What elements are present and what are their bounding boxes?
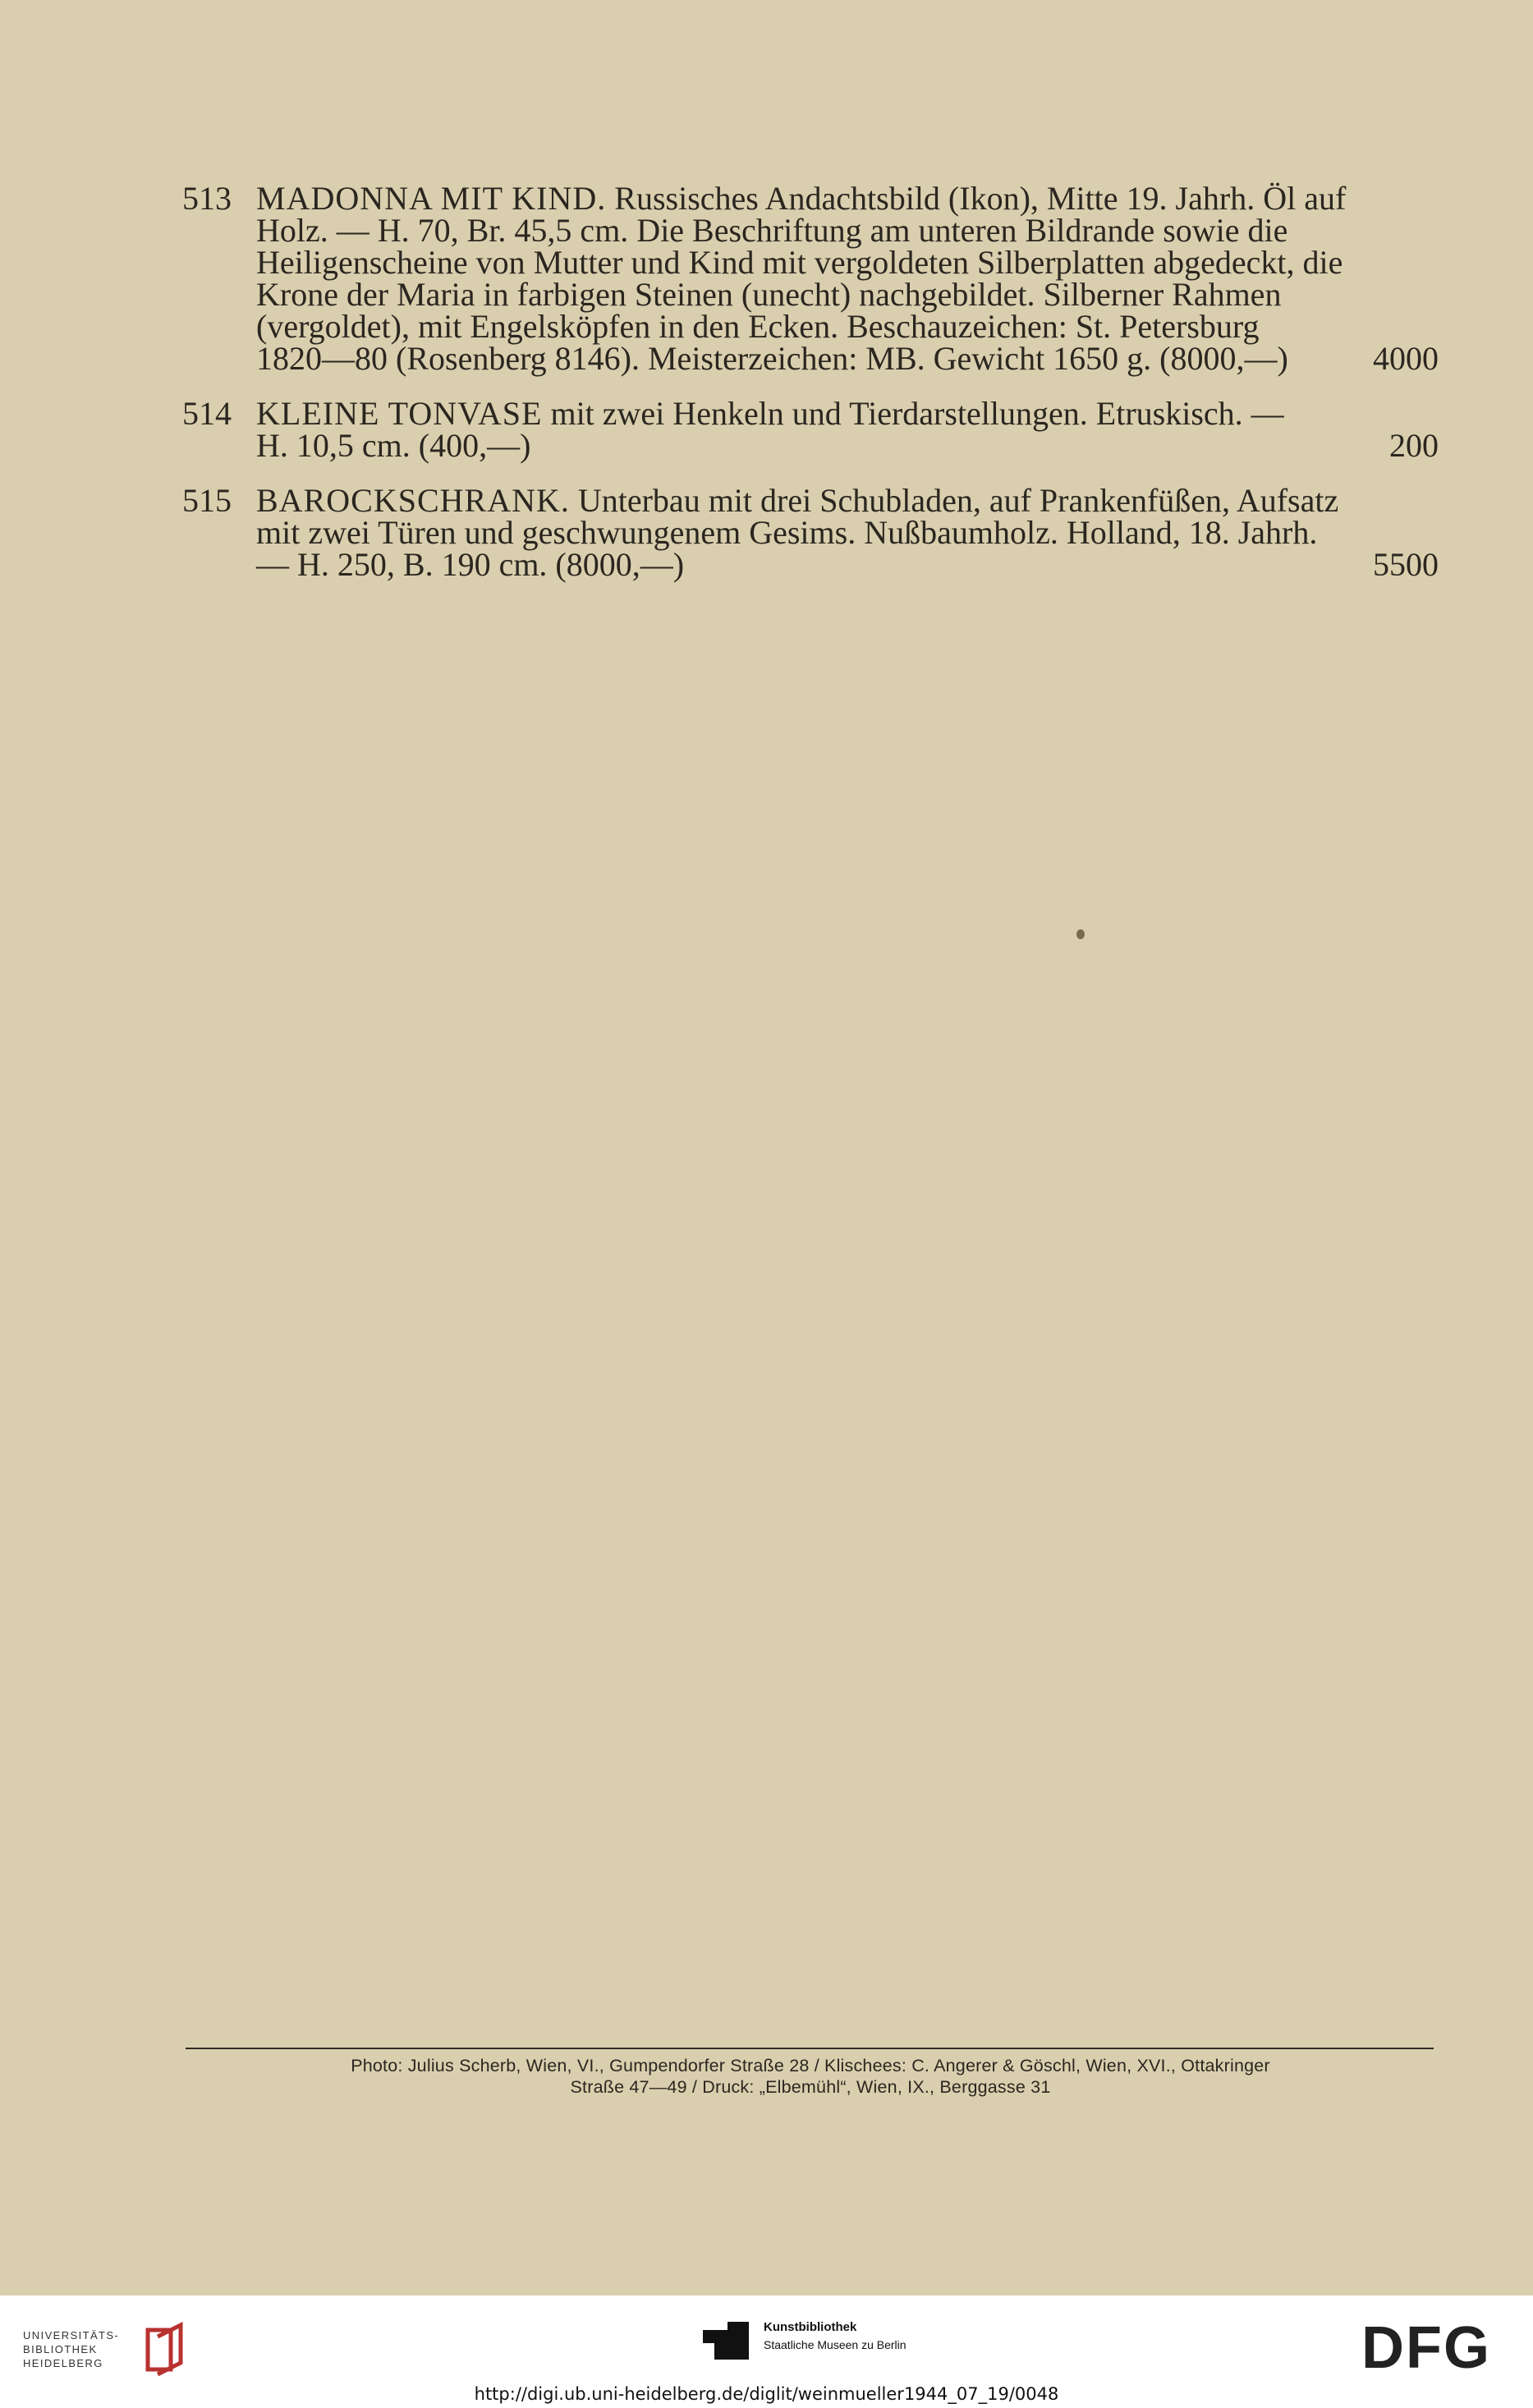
digitization-footer: [0, 2296, 1533, 2408]
kunstbibliothek-name: Kunstbibliothek: [764, 2320, 857, 2334]
lot-text-line: 1820—80 (Rosenberg 8146). Meisterzeichen: MB. Gewicht 1650 g. (8000,—): [256, 340, 1288, 377]
library-name: UNIVERSITÄTS- BIBLIOTHEK HEIDELBERG: [23, 2329, 120, 2369]
lot-title: KLEINE TONVASE: [256, 395, 543, 432]
lot-text-line: H. 10,5 cm. (400,—): [256, 427, 531, 464]
lot-number: 513: [182, 180, 232, 217]
lot-number: 515: [182, 482, 232, 519]
kunstbibliothek-subtitle: Staatliche Museen zu Berlin: [764, 2338, 906, 2351]
source-url-link[interactable]: http://digi.ub.uni-heidelberg.de/diglit/weinmueller1944_07_19/0048: [474, 2384, 1059, 2404]
lot-text-line: Russisches Andachtsbild (Ikon), Mitte 19. Jahrh. Öl auf: [614, 180, 1347, 217]
lot-number: 514: [182, 395, 232, 432]
lot-price: 5500: [1373, 546, 1439, 583]
imprint-line: Straße 47—49 / Druck: „Elbemühl“, Wien, IX., Berggasse 31: [570, 2077, 1051, 2097]
footer-rule: [186, 2048, 1434, 2049]
lot-text-line: mit zwei Türen und geschwungenem Gesims. Nußbaumholz. Holland, 18. Jahrh.: [256, 514, 1318, 551]
imprint: [181, 2055, 1440, 2098]
lot-text-line: Krone der Maria in farbigen Steinen (unecht) nachgebildet. Silberner Rahmen: [256, 276, 1282, 313]
lot-text-line: Unterbau mit drei Schubladen, auf Prankenfüßen, Aufsatz: [577, 482, 1339, 519]
lot-text-line: — H. 250, B. 190 cm. (8000,—): [256, 546, 685, 583]
lot-514: [182, 395, 1439, 464]
lot-title: MADONNA MIT KIND.: [256, 180, 607, 217]
lot-text-line: Heiligenscheine von Mutter und Kind mit vergoldeten Silberplatten abgedeckt, die: [256, 244, 1343, 281]
dfg-logo[interactable]: DFG: [1361, 2315, 1491, 2381]
lot-price: 4000: [1373, 340, 1439, 377]
lot-text-line: mit zwei Henkeln und Tierdarstellungen. Etruskisch. —: [550, 395, 1284, 432]
imprint-line: Photo: Julius Scherb, Wien, VI., Gumpendorfer Straße 28 / Klischees: C. Angerer & Göschl, Wien, XVI., Ottakringer: [351, 2056, 1270, 2075]
lot-title: BAROCKSCHRANK.: [256, 482, 570, 519]
lot-price: 200: [1389, 427, 1439, 464]
kunstbibliothek-emblem-icon: [700, 2314, 752, 2363]
lot-513: [182, 180, 1439, 377]
lot-text-line: (vergoldet), mit Engelsköpfen in den Ecken. Beschauzeichen: St. Petersburg: [256, 308, 1260, 345]
paper-spot: [1076, 929, 1085, 939]
kunstbibliothek-logo[interactable]: [700, 2314, 946, 2371]
heidelberg-library-logo[interactable]: [23, 2322, 195, 2379]
library-emblem-icon: [138, 2322, 195, 2379]
lot-515: [182, 482, 1439, 583]
lot-text-line: Holz. — H. 70, Br. 45,5 cm. Die Beschriftung am unteren Bildrande sowie die: [256, 212, 1288, 249]
